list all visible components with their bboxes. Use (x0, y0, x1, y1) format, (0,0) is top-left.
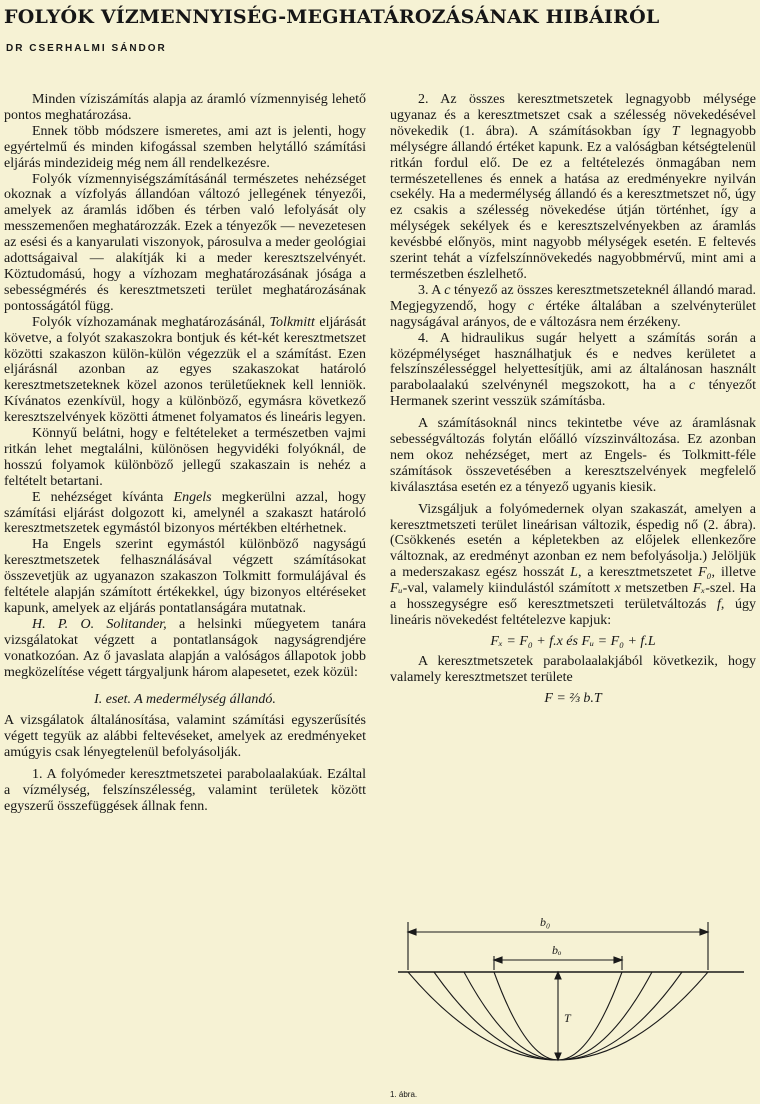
paragraph: Ha Engels szerint egymástól különböző nagyságú keresztmetszetek felhasználásával végzett számításokat összevetjük az ugyanazon szakaszon Tolkmitt formulájával és feltétele alapján számított értékekkel, úgy bizonyos eltéréseket kapunk, amelyek az eljárás pontatlanságára mutatnak. (4, 537, 366, 616)
paragraph-text: E nehézséget kívánta (32, 489, 174, 505)
paragraph: Minden víziszámítás alapja az áramló vízmennyiség lehető pontos meghatározása. (4, 92, 366, 123)
symbol: c (527, 298, 535, 314)
label-bo: bₒ (552, 943, 562, 957)
symbol: Fₓ (692, 581, 706, 597)
paragraph-text: 2. Az összes keresztmetszetek legnagyobb mélysége ugyanaz és a keresztmetszet csak a szélesség növekedésével növekedik (1. ábra). A számításokban így (390, 92, 756, 139)
paragraph-text: metszetben (620, 581, 693, 597)
paragraph: 1. A folyómeder keresztmetszetei parabolaalakúak. Ezáltal a vízmélység, felszínszélesség, valamint területek között egyszerű összefüggések állnak fenn. (4, 767, 366, 814)
paragraph: Folyók vízmennyiségszámításánál természetes nehézséget okoznak a vízfolyás állandóan változó jellegének tényezői, amelyek az áramlás időben és térben való lefolyását oly messzemenően meghatározzák. Ezek a tényezők — nevezetesen az esési és a kanyarulati viszonyok, párosulva a meder geológiai adottságaival — alakítják ki a meder keresztszelvényét. Köztudomású, hogy a vízhozam meghatározásának jósága a sebességmérés és keresztmetszeti terület meghatározásának pontosságától függ. (4, 171, 366, 314)
paragraph-text: legnagyobb mélységre állandó értéket kapunk. Ez a valóságban kétségtelenül ritkán fordul elő. De ez a feltételezés önmagában nem természetellenes és ennek a hatása az eredményekre nyilván csekély. Ha a medermélység állandó és a keresztmetszet nő, úgy ez csakis a szélesség növekedése útján történhet, így a mélységek sekélyek és e keresztszelvényekben az áramlás kevésbbé előnyös, mint nagyobb mélységek esetén. E feltevés szerint tehát a vízfelszínnövekedés nagyobbmérvű, mint ami a természetben észlelhető. (390, 123, 756, 282)
paragraph-text: tényező az összes keresztmetszeteknél állandó marad. Megjegyzendő, hogy (390, 282, 756, 314)
left-column (4, 92, 366, 815)
paragraph (390, 283, 756, 331)
article-author: DR CSERHALMI SÁNDOR (6, 43, 167, 54)
label-T: T (564, 1011, 571, 1025)
paragraph-text: -szel. Ha a hosszegységre eső keresztmetszeti területváltozás (390, 581, 756, 613)
right-column (390, 92, 756, 711)
symbol: F₀ (698, 565, 712, 581)
paragraph: Ennek több módszere ismeretes, ami azt is jelenti, hogy egyértelmű és minden kifogással szemben helytálló számítási eljárás mindezideig még nem áll rendelkezésre. (4, 123, 366, 171)
symbol: T (671, 123, 680, 139)
cross-section-diagram (390, 908, 756, 1090)
paragraph-text: eljárását követve, a folyót szakaszokra bontjuk és két-két keresztmetszet közötti szakaszon külön-külön végezzük el a számítást. Ezen eljárásnál azonban az egyes szakaszokat határoló keresztmetszeteknek közel azonos területűeknek kell lenniök. Kívánatos ezenkívül, hogy a különböző, egymásra következő keresztszelvények közötti átmenet folyamatos és lineáris legyen. (4, 314, 366, 426)
symbol: L (570, 565, 578, 581)
paragraph (4, 617, 366, 681)
person-name: Engels (173, 489, 212, 505)
section-heading: I. eset. A medermélység állandó. (94, 691, 276, 707)
paragraph (390, 331, 756, 411)
person-name: H. P. O. Solitander, (32, 616, 167, 632)
paragraph (4, 490, 366, 538)
paragraph-text: megkerülni azzal, hogy számítási eljárást dolgozott ki, amelynél a szakaszt határoló keresztmetszetek egymástól bizonyos mértékben eltérhetnek. (4, 489, 366, 537)
symbol: c (688, 378, 696, 394)
paragraph-text: Folyók vízhozamának meghatározásánál, (32, 314, 270, 330)
paragraph (390, 502, 756, 629)
paragraph-text: a helsinki műegyetem tanára vizsgálatokat végzett a pontatlanságok nagyságrendjére vonatkozóan. Az ő javaslata alapján a valóságos állapotok jobb megközelítése végett tárgyaljunk három alapesetet, ezek közül: (4, 616, 366, 680)
formula: F = ⅔ b.T (544, 690, 602, 706)
figure-1 (390, 908, 756, 1104)
symbol: x (614, 581, 621, 597)
formula: Fₓ = F₀ + f.x és Fᵤ = F₀ + f.L (490, 633, 656, 649)
person-name: Tolkmitt (269, 314, 315, 330)
paragraph: Könnyű belátni, hogy e feltételeket a természetben vajmi ritkán lehet megtalálni, különösen hegyvidéki folyóknál, de hosszú folyamok különböző jellegű szakaszain is nehéz a feltételt betartani. (4, 426, 366, 489)
paragraph-text: Vizsgáljuk a folyómedernek olyan szakaszát, amelyen a keresztmetszeti terület lineárisan változik, éspedig nő (2. ábra). (Csökkenés esetén a képletekben az előjelek ellenkezőre változnak, az eredményt azonban ez nem befolyásolja.) Jelöljük a mederszakasz egész hosszát (390, 501, 756, 581)
label-b0: b₀ (540, 915, 551, 929)
paragraph: A keresztmetszetek parabolaalakjából következik, hogy valamely keresztmetszet területe (390, 653, 756, 685)
article-title: FOLYÓK VÍZMENNYISÉG-MEGHATÁROZÁSÁNAK HIBÁIRÓL (4, 6, 660, 28)
paragraph (390, 92, 756, 283)
symbol: Fᵤ (390, 581, 403, 597)
paragraph-text: , úgy lineáris növekedést feltételezve kapjuk: (390, 597, 757, 628)
paragraph-text: tényezőt Hermanek szerint vesszük számításba. (390, 378, 756, 410)
symbol: c (444, 282, 451, 298)
paragraph-text: értéke általában a szelvényterület nagyságával arányos, de e változásra nem érzékeny. (390, 298, 757, 330)
paragraph-text: -val, valamely kiindulástól számított (402, 581, 615, 597)
paragraph: A vizsgálatok általánosítása, valamint számítási egyszerűsítés végett tegyük az alábbi feltevéseket, amelyek az eredményeket amúgyis csak lényegtelenül befolyásolják. (4, 713, 366, 761)
paragraph-text: , a keresztmetszetet (577, 565, 699, 581)
symbol: f (716, 597, 721, 613)
paragraph-text: 3. A (418, 282, 445, 298)
paragraph-text: , illetve (711, 565, 756, 581)
paragraph-text: 4. A hidraulikus sugár helyett a számítás során a középmélységet használhatjuk és e nedves kerületet a felszínszélességgel helyettesítjük, ami az általánosan használt parabolaalakú szelvénynél megszokott, ha a (390, 330, 756, 394)
paragraph (4, 315, 366, 426)
figure-caption: 1. ábra. (390, 1090, 418, 1099)
paragraph: A számításoknál nincs tekintetbe véve az áramlásnak sebességváltozás folytán előálló vízszinváltozása. Ez azonban nem okoz nehézséget, mert az Engels- és Tolkmitt-féle számítások összevetésében a keresztszelvények megfelelő kiválasztása esetén ez a tényező ugyanis kiesik. (390, 416, 756, 495)
